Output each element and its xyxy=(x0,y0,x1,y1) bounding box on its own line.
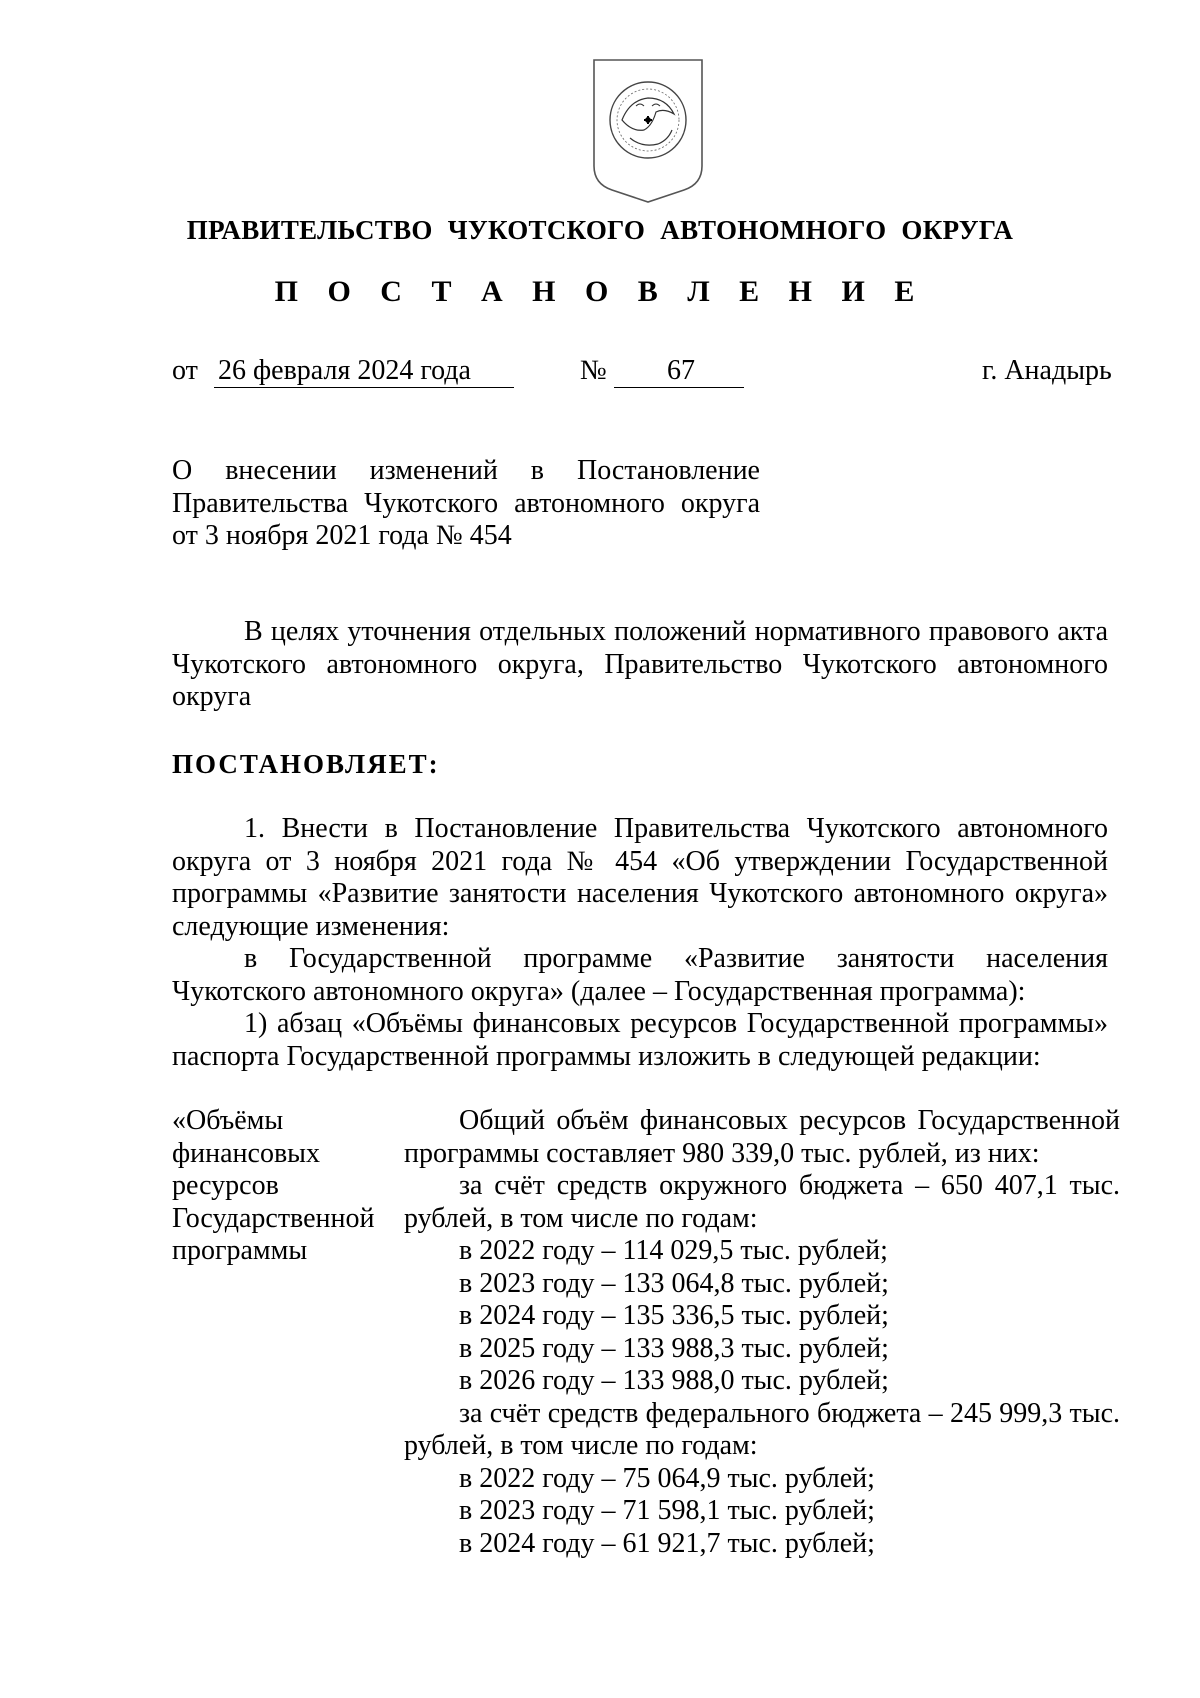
passport-amendment-table xyxy=(172,1105,1120,1625)
regional-year-item: в 2022 году – 114 029,5 тыс. рублей; xyxy=(459,1235,888,1266)
left-column-line: финансовых xyxy=(172,1137,320,1169)
federal-year-item: в 2024 году – 61 921,7 тыс. рублей; xyxy=(459,1527,875,1559)
intro-paragraph: В целях уточнения отдельных положений нормативного правового акта Чукотского автономного округа, Правительство Чукотского автономного округа xyxy=(172,616,1108,712)
federal-year-item: в 2022 году – 75 064,9 тыс. рублей; xyxy=(459,1462,875,1494)
left-column-line: Государственной xyxy=(172,1202,375,1234)
number-underline xyxy=(614,387,744,388)
decree-subject xyxy=(172,455,760,553)
regional-year-item: в 2025 году – 133 988,3 тыс. рублей; xyxy=(459,1332,889,1364)
subject-line: от 3 ноября 2021 года № 454 xyxy=(172,520,512,551)
regional-year-item: в 2024 году – 135 336,5 тыс. рублей; xyxy=(459,1300,889,1331)
decree-number: 67 xyxy=(667,355,695,386)
decree-meta-line xyxy=(0,355,1200,395)
decree-body xyxy=(172,813,1108,1073)
left-column-line: «Объёмы xyxy=(172,1105,284,1136)
body-paragraph-2: в Государственной программе «Развитие занятости населения Чукотского автономного округа» (далее – Государственная программа): xyxy=(172,943,1108,1007)
intro-paragraph-block xyxy=(172,616,1108,714)
federal-year-item: в 2023 году – 71 598,1 тыс. рублей; xyxy=(459,1495,875,1526)
government-title: ПРАВИТЕЛЬСТВО ЧУКОТСКОГО АВТОНОМНОГО ОКРУГА xyxy=(186,215,1014,245)
left-column-line: ресурсов xyxy=(172,1170,279,1201)
city-name: г. Анадырь xyxy=(982,355,1112,386)
table-left-column xyxy=(172,1105,392,1268)
document-type-title: П О С Т А Н О В Л Е Н И Е xyxy=(274,275,926,308)
total-funding-text: Общий объём финансовых ресурсов Государственной программы составляет 980 339,0 тыс. рублей, из них: xyxy=(404,1105,1120,1169)
coat-of-arms-emblem xyxy=(586,56,710,206)
regional-year-item: в 2023 году – 133 064,8 тыс. рублей; xyxy=(459,1267,889,1299)
body-paragraph-3: 1) абзац «Объёмы финансовых ресурсов Государственной программы» паспорта Государственной программы изложить в следующей редакции: xyxy=(172,1008,1108,1072)
body-paragraph-1: 1. Внести в Постановление Правительства Чукотского автономного округа от 3 ноября 2021 года № 454 «Об утверждении Государственной программы «Развитие занятости населения Чукотского автономного округа» следующие изменения: xyxy=(172,813,1108,942)
decree-date: 26 февраля 2024 года xyxy=(218,355,471,386)
regional-budget-text: за счёт средств окружного бюджета – 650 407,1 тыс. рублей, в том числе по годам: xyxy=(404,1170,1120,1234)
date-prefix-label: от xyxy=(172,355,198,386)
number-sign-label: № xyxy=(580,355,607,386)
federal-budget-text: за счёт средств федерального бюджета – 245 999,3 тыс. рублей, в том числе по годам: xyxy=(404,1397,1120,1461)
left-column-line: программы xyxy=(172,1235,308,1266)
date-underline xyxy=(214,387,514,388)
subject-line: Правительства Чукотского автономного округа xyxy=(172,487,760,519)
table-right-column xyxy=(404,1105,1120,1560)
subject-line: О внесении изменений в Постановление xyxy=(172,455,760,486)
regional-year-item: в 2026 году – 133 988,0 тыс. рублей; xyxy=(459,1365,889,1396)
resolves-heading: ПОСТАНОВЛЯЕТ: xyxy=(172,749,440,779)
